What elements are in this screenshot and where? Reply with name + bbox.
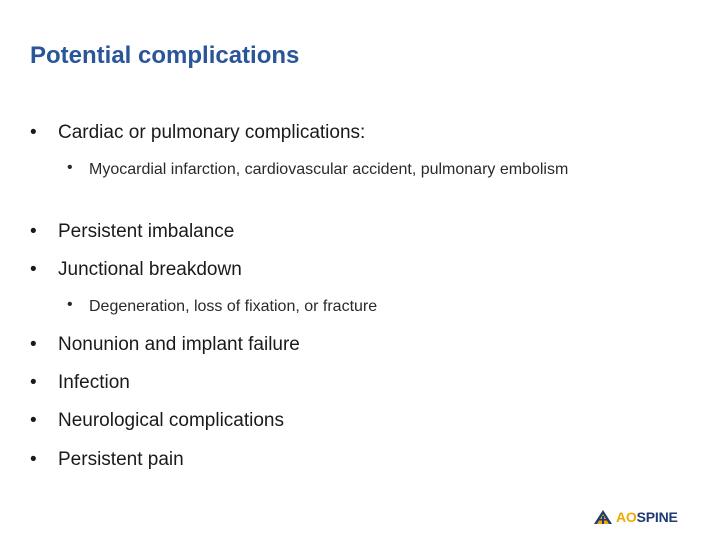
bullet-symbol: • [30,221,37,242]
bullet-text: Cardiac or pulmonary complications: [58,122,366,143]
bullet-text: Persistent imbalance [58,221,235,242]
aospine-wordmark: AOSPINE [616,509,678,525]
bullet-symbol: • [30,122,37,143]
bullet-text: Degeneration, loss of fixation, or fracture [89,298,378,315]
bullet-symbol: • [30,372,37,393]
bullet-symbol: • [67,159,73,176]
bullet-text: Junctional breakdown [58,259,242,280]
slide-title: Potential complications [30,42,300,69]
bullet-symbol: • [30,449,37,470]
aospine-logo [593,506,678,528]
bullet-text: Infection [58,372,130,393]
bullet-text: Myocardial infarction, cardiovascular accident, pulmonary embolism [89,161,569,178]
bullet-symbol: • [30,334,37,355]
bullet-text: Nonunion and implant failure [58,334,300,355]
bullet-symbol: • [67,296,73,313]
bullet-text: Neurological complications [58,410,284,431]
bullet-symbol: • [30,259,37,280]
bullet-text: Persistent pain [58,449,184,470]
aospine-logo-icon [593,508,613,526]
bullet-symbol: • [30,410,37,431]
